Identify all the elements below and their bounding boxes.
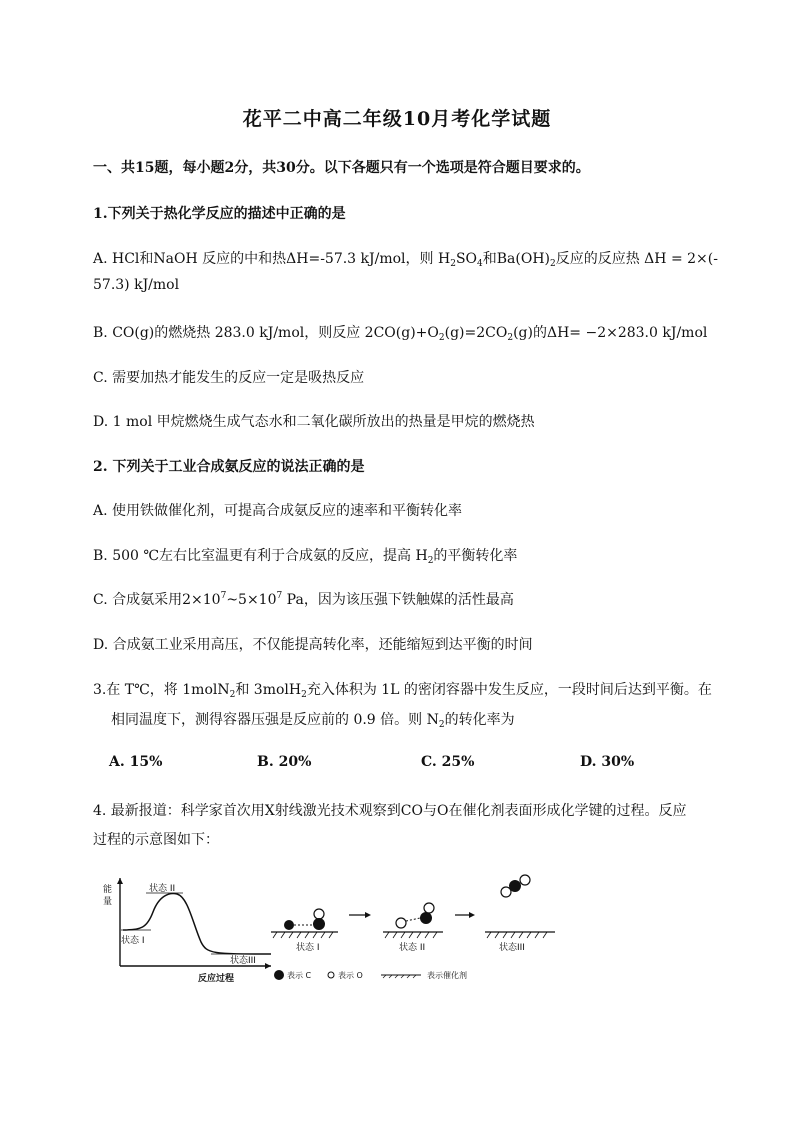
oxygen-atom [501, 887, 511, 897]
q4-stem-line1: 4. 最新报道：科学家首次用X射线激光技术观察到CO与O在催化剂表面形成化学键的过程。反应 [93, 803, 687, 819]
legend-carbon-label: 表示 C [287, 971, 312, 980]
q1-option-d: D. 1 mol 甲烷燃烧生成气态水和二氧化碳所放出的热量是甲烷的燃烧热 [93, 414, 535, 430]
energy-label-1: 能 [103, 885, 113, 895]
oxygen-atom [424, 903, 434, 913]
q1-option-c: C. 需要加热才能发生的反应一定是吸热反应 [93, 370, 365, 386]
section-heading: 一、共15题，每小题2分，共30分。以下各题只有一个选项是符合题目要求的。 [93, 160, 590, 176]
legend-catalyst-label: 表示催化剂 [427, 971, 467, 980]
state-2-caption: 状态 II [399, 943, 426, 953]
carbon-atom [509, 880, 521, 892]
surface-state-2 [383, 903, 443, 938]
x-axis-label: 反应过程 [198, 974, 235, 984]
energy-label-2: 量 [103, 897, 113, 907]
oxygen-atom [314, 909, 324, 919]
q3-option-d: D. 30% [580, 754, 635, 770]
carbon-atom [420, 912, 432, 924]
arrow-1 [349, 912, 371, 918]
arrow-2 [455, 912, 475, 918]
state-1-caption: 状态 I [296, 943, 320, 953]
x-axis-arrow [265, 963, 271, 969]
q2-option-c: C. 合成氨采用$2\times 10^7\sim 5\times 10^7$ Pa，因为该压强下铁触媒的活性最高 [93, 591, 514, 608]
legend-carbon-icon [274, 970, 284, 980]
q3-option-b: B. 20% [257, 754, 312, 770]
q2-option-d: D. 合成氨工业采用高压，不仅能提高转化率，还能缩短到达平衡的时间 [93, 637, 533, 653]
y-axis-arrow [117, 878, 123, 884]
energy-profile [103, 878, 271, 984]
reaction-diagram-svg [93, 872, 573, 992]
legend-oxygen-label: 表示 O [338, 971, 363, 980]
surface-state-1 [271, 909, 338, 938]
state-2-label: 状态 II [149, 884, 176, 894]
q1-stem: 1.下列关于热化学反应的描述中正确的是 [93, 206, 346, 222]
q1-option-a: A. HCl和NaOH 反应的中和热ΔH=-57.3 kJ/mol，则 $H_2SO_4$和$Ba(OH)_2$反应的反应热 ΔH = 2×(- [93, 251, 718, 269]
q2-option-b: B. 500 ℃左右比室温更有利于合成氨的反应，提高 $H_2$的平衡转化率 [93, 548, 518, 566]
q3-stem-line2: 相同温度下，测得容器压强是反应前的 0.9 倍。则 $N_2$的转化率为 [111, 712, 515, 730]
q4-stem-line2: 过程的示意图如下： [93, 832, 219, 848]
q3-stem-line1: 3.在 T℃，将 1molN$_2$和 3molH$_2$充入体积为 1L 的密闭容器中发生反应，一段时间后达到平衡。在 [93, 682, 712, 700]
page-title: 花平二中高二年级10月考化学试题 [242, 108, 552, 130]
legend [274, 970, 467, 980]
state-3-label: 状态III [230, 956, 256, 966]
surface-state-3 [485, 875, 555, 938]
state-1-label: 状态 I [121, 936, 145, 946]
energy-curve [123, 894, 271, 954]
carbon-atom [313, 918, 325, 930]
oxygen-atom [396, 918, 406, 928]
q1-option-b: B. CO(g)的燃烧热 283.0 kJ/mol，则反应 $2CO(g)+O_2(g)=2CO_2(g)$的ΔH= −2×283.0 kJ/mol [93, 325, 708, 343]
legend-oxygen-icon [328, 972, 334, 978]
q3-option-c: C. 25% [421, 754, 475, 770]
oxygen-atom [520, 875, 530, 885]
reaction-diagram [93, 872, 573, 996]
q1-option-a-cont: 57.3) kJ/mol [93, 277, 180, 293]
state-3-caption: 状态III [499, 943, 525, 953]
q3-option-a: A. 15% [109, 754, 163, 770]
q2-stem: 2. 下列关于工业合成氨反应的说法正确的是 [93, 459, 365, 475]
carbon-atom [284, 920, 294, 930]
q2-option-a: A. 使用铁做催化剂，可提高合成氨反应的速率和平衡转化率 [93, 503, 463, 519]
